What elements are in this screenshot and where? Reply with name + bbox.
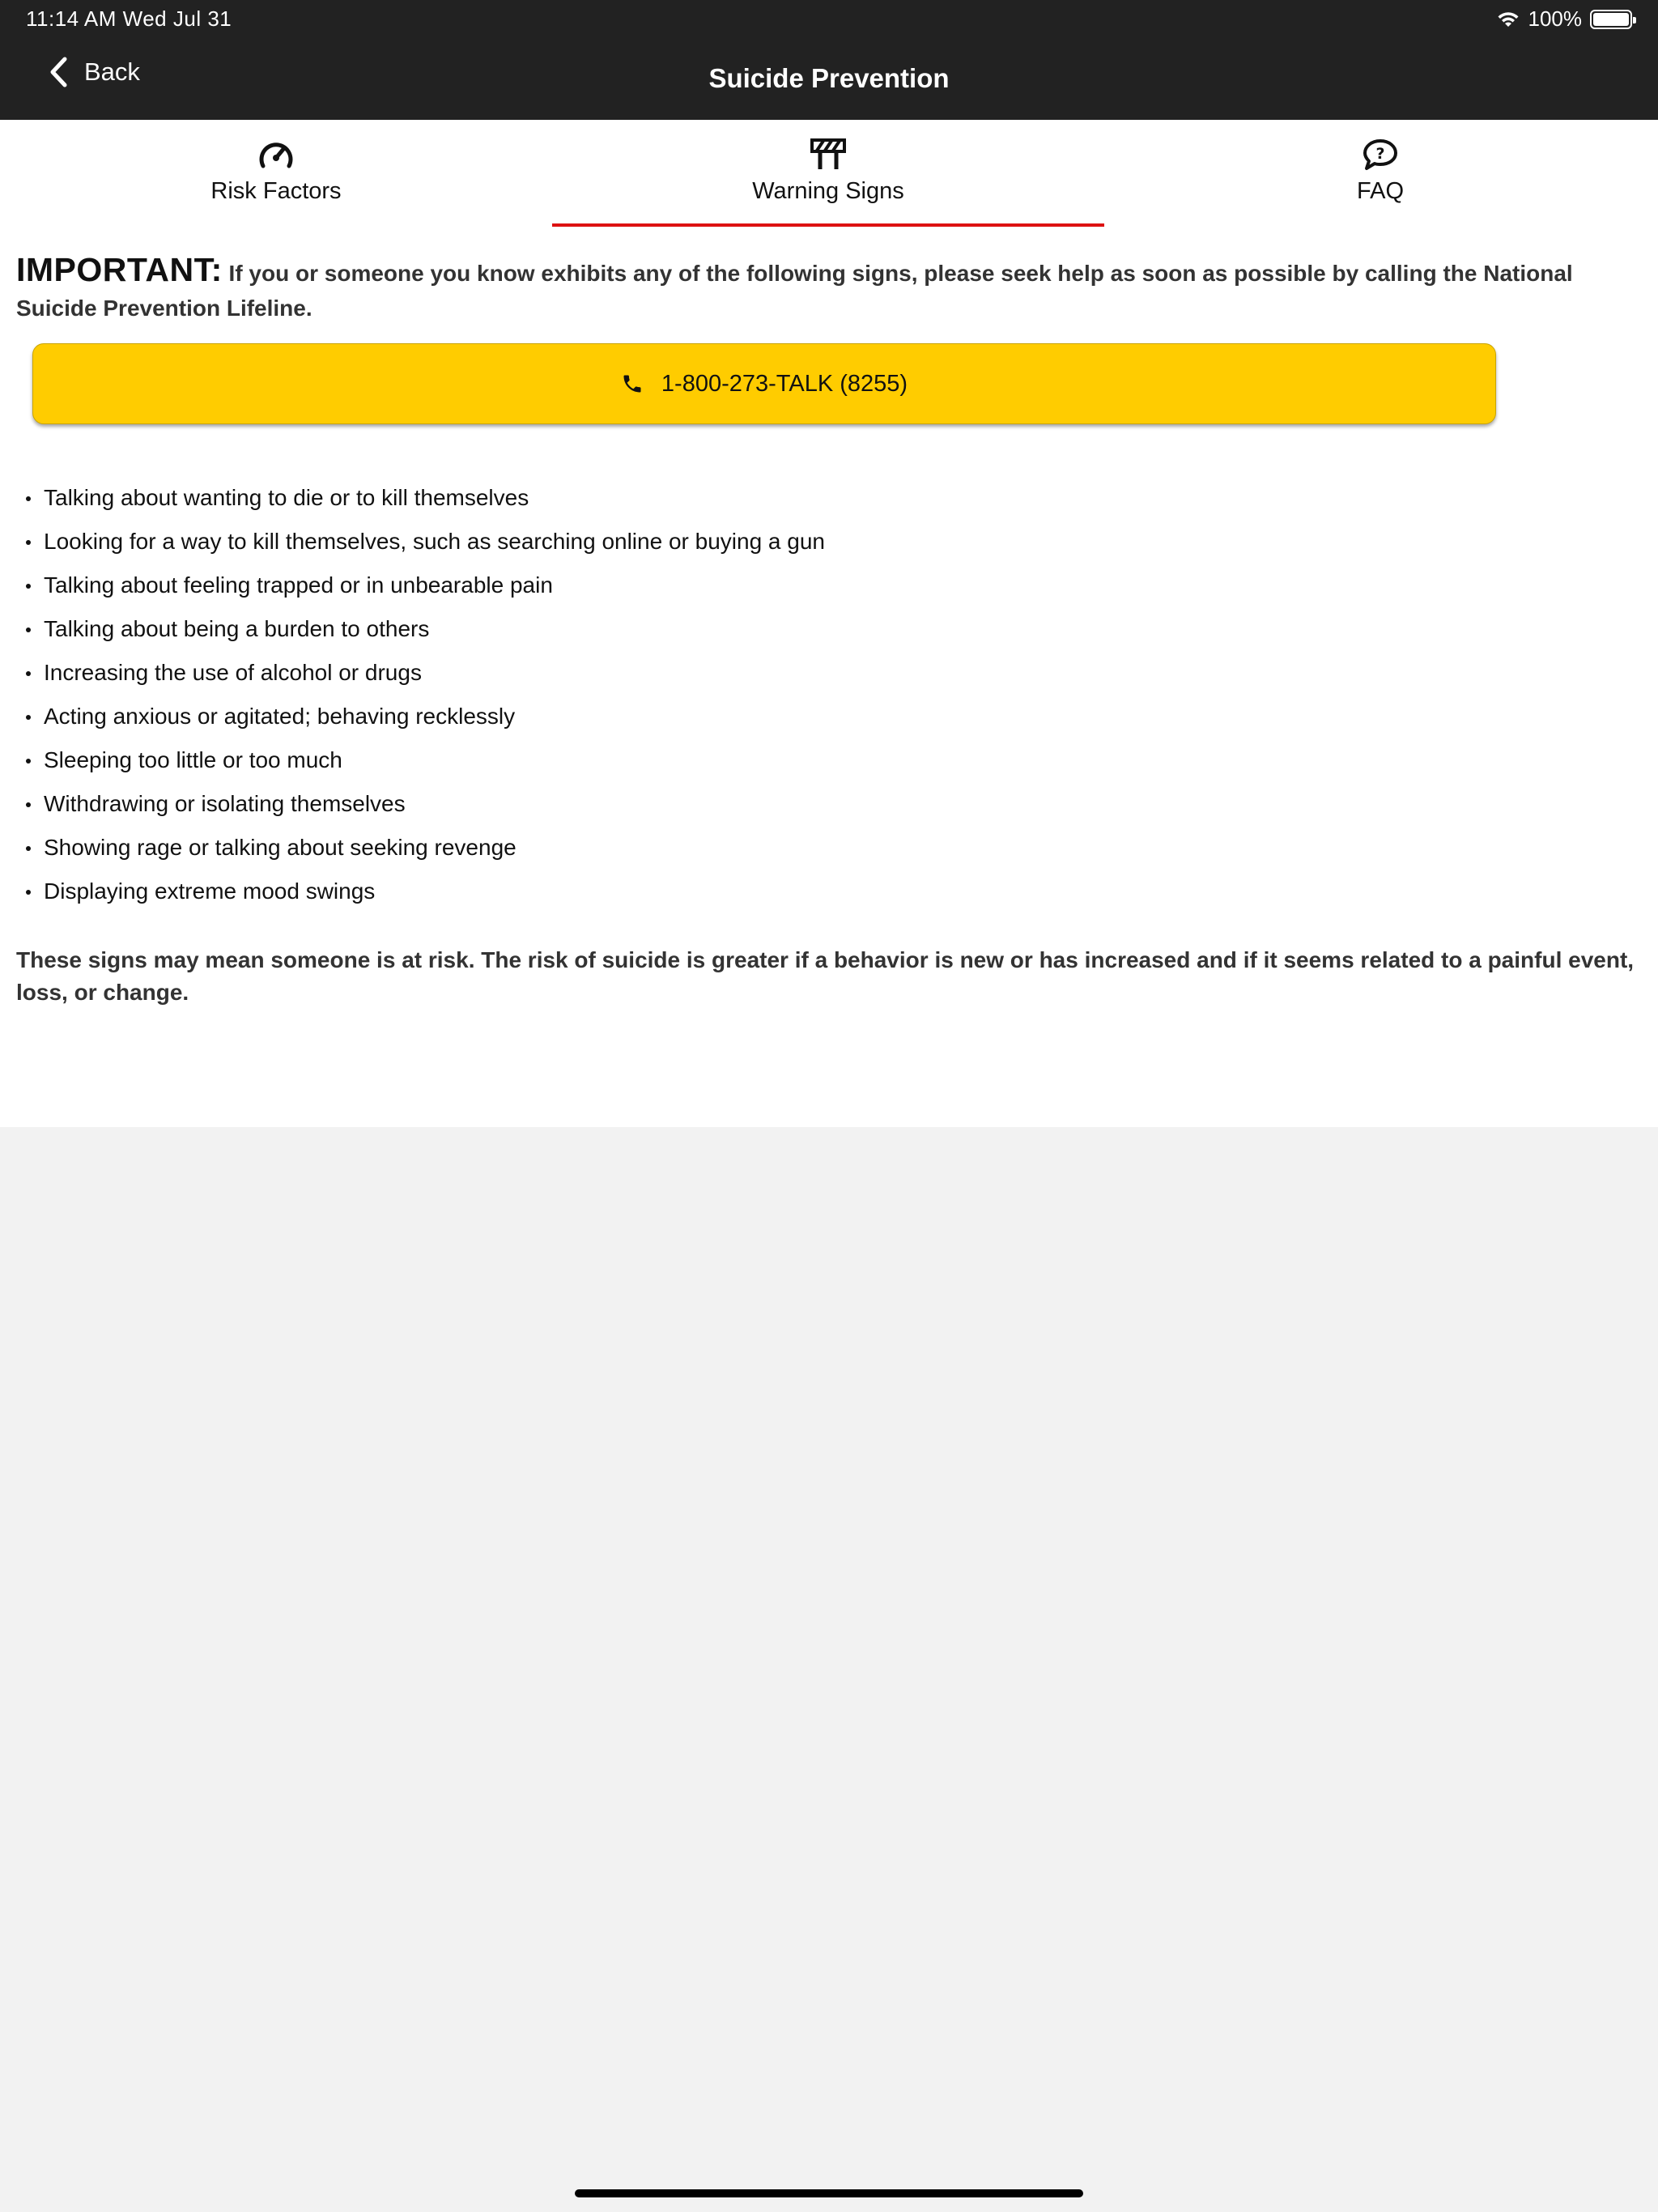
- list-item: [26, 520, 825, 564]
- question-bubble-icon: [1363, 138, 1398, 172]
- bullet: [26, 802, 31, 807]
- speedometer-icon: [258, 138, 294, 172]
- risk-note: These signs may mean someone is at risk. The risk of suicide is greater if a behavior is new or has increased and if it seems related to a painful event, loss, or change.: [16, 947, 1635, 1005]
- list-item: [26, 826, 825, 870]
- important-heading: IMPORTANT:: [16, 251, 223, 288]
- list-item: [26, 564, 825, 607]
- bullet: [26, 671, 31, 676]
- bullet: [26, 715, 31, 720]
- important-text: If you or someone you know exhibits any of the following signs, please seek help as soon as possible by calling the National Suicide Prevention Lifeline.: [16, 261, 1573, 321]
- warning-signs-list: [26, 476, 825, 913]
- bullet: [26, 759, 31, 764]
- important-notice: [16, 253, 1643, 325]
- bullet: [26, 584, 31, 589]
- home-indicator[interactable]: [575, 2189, 1083, 2197]
- back-label: Back: [84, 57, 140, 86]
- list-item-text: Increasing the use of alcohol or drugs: [44, 660, 422, 685]
- tab-label: Risk Factors: [210, 178, 342, 204]
- list-item: [26, 476, 825, 520]
- list-item-text: Sleeping too little or too much: [44, 747, 342, 772]
- bullet: [26, 540, 31, 545]
- list-item-text: Talking about wanting to die or to kill themselves: [44, 485, 529, 510]
- list-item-text: Looking for a way to kill themselves, such as searching online or buying a gun: [44, 529, 825, 554]
- bullet: [26, 496, 31, 501]
- list-item-text: Talking about feeling trapped or in unbearable pain: [44, 572, 553, 598]
- battery-percent: 100%: [1528, 6, 1582, 31]
- list-item: [26, 607, 825, 651]
- top-bar: [0, 0, 1658, 120]
- call-lifeline-button[interactable]: [32, 343, 1496, 424]
- list-item: [26, 651, 825, 695]
- call-button-label: 1-800-273-TALK (8255): [661, 370, 908, 397]
- tab-label: FAQ: [1356, 178, 1404, 204]
- list-item: [26, 738, 825, 782]
- tab-faq[interactable]: [1104, 120, 1656, 223]
- list-item-text: Talking about being a burden to others: [44, 616, 430, 641]
- bullet: [26, 846, 31, 851]
- list-item-text: Withdrawing or isolating themselves: [44, 791, 406, 816]
- svg-text:?: ?: [1375, 145, 1385, 163]
- barrier-icon: [810, 138, 846, 172]
- tab-bar: [0, 120, 1658, 223]
- battery-fill: [1593, 13, 1629, 26]
- list-item-text: Displaying extreme mood swings: [44, 878, 376, 904]
- list-item-text: Acting anxious or agitated; behaving recklessly: [44, 704, 516, 729]
- tab-risk-factors[interactable]: [0, 120, 552, 223]
- wifi-icon: [1496, 10, 1520, 29]
- page-title: Suicide Prevention: [708, 63, 950, 93]
- battery-icon: [1590, 10, 1632, 29]
- status-indicators: [1496, 6, 1633, 32]
- bullet: [26, 627, 31, 632]
- list-item: [26, 695, 825, 738]
- status-time: 11:14 AM Wed Jul 31: [26, 6, 232, 31]
- bullet: [26, 890, 31, 895]
- list-item: [26, 782, 825, 826]
- content-panel: [0, 120, 1658, 1127]
- tab-warning-signs[interactable]: [552, 120, 1104, 223]
- tab-label: Warning Signs: [752, 178, 904, 204]
- list-item: [26, 870, 825, 913]
- phone-icon: [621, 372, 644, 395]
- list-item-text: Showing rage or talking about seeking revenge: [44, 835, 517, 860]
